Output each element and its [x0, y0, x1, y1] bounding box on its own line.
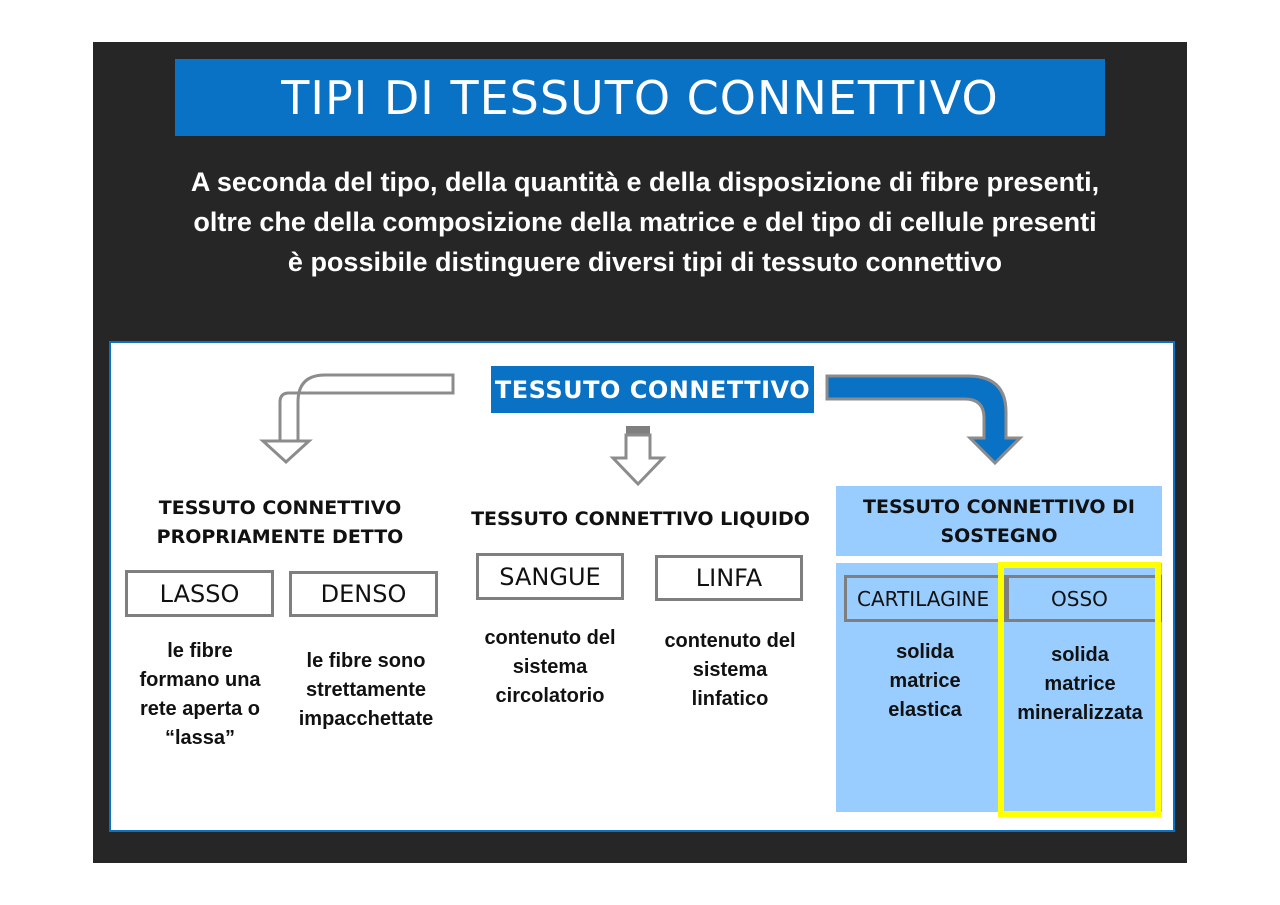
- heading-support: [836, 493, 1162, 551]
- desc-denso: [283, 647, 449, 734]
- desc-linfa: [647, 627, 813, 714]
- heading-liquid: [468, 505, 813, 534]
- heading-liquid-line: TESSUTO CONNETTIVO LIQUIDO: [471, 508, 810, 530]
- desc-line: sistema: [512, 656, 588, 678]
- desc-line: circolatorio: [495, 685, 605, 707]
- subtitle-line: A seconda del tipo, della quantità e della disposizione di fibre presenti,: [190, 167, 1100, 197]
- desc-line: strettamente: [305, 679, 427, 701]
- arrow-right-icon: [827, 376, 1020, 463]
- desc-line: rete aperta o: [139, 698, 261, 720]
- box-denso: [289, 571, 438, 617]
- heading-support-line: TESSUTO CONNETTIVO DI: [863, 496, 1135, 518]
- desc-sangue: [468, 624, 632, 711]
- desc-line: “lassa”: [164, 727, 236, 749]
- subtitle-line: oltre che della composizione della matrice e del tipo di cellule presenti: [193, 207, 1097, 237]
- box-osso-label: OSSO: [1051, 586, 1108, 611]
- desc-line: elastica: [888, 699, 962, 721]
- heading-proper: [135, 494, 425, 552]
- heading-proper-line: PROPRIAMENTE DETTO: [156, 526, 404, 548]
- desc-lasso: [118, 637, 282, 753]
- desc-line: solida: [1051, 644, 1109, 666]
- box-lasso-label: LASSO: [159, 579, 240, 608]
- slide-title-text: TIPI DI TESSUTO CONNETTIVO: [281, 70, 999, 125]
- desc-line: impacchettate: [298, 708, 434, 730]
- desc-line: mineralizzata: [1017, 702, 1143, 724]
- heading-support-line: SOSTEGNO: [940, 525, 1058, 547]
- box-linfa: [655, 555, 803, 601]
- box-sangue-label: SANGUE: [499, 562, 601, 591]
- box-lasso: [125, 570, 274, 617]
- desc-line: matrice: [889, 670, 961, 692]
- desc-line: solida: [896, 641, 954, 663]
- desc-line: le fibre: [167, 640, 233, 662]
- osso-highlight-frame: [998, 562, 1161, 817]
- desc-line: contenuto del: [664, 630, 796, 652]
- desc-line: matrice: [1044, 673, 1116, 695]
- desc-line: contenuto del: [484, 627, 616, 649]
- desc-line: sistema: [692, 659, 768, 681]
- desc-line: linfatico: [691, 688, 769, 710]
- desc-line: le fibre sono: [306, 650, 426, 672]
- arrow-middle-icon: [613, 435, 663, 484]
- subtitle-line: è possibile distinguere diversi tipi di tessuto connettivo: [287, 247, 1003, 277]
- arrow-left-icon: [263, 375, 453, 462]
- root-node-label: TESSUTO CONNETTIVO: [494, 375, 811, 404]
- desc-cartilagine: [846, 638, 1004, 725]
- box-sangue: [476, 553, 624, 600]
- box-linfa-label: LINFA: [695, 564, 763, 592]
- desc-line: formano una: [139, 669, 261, 691]
- box-denso-label: DENSO: [320, 580, 407, 608]
- heading-proper-line: TESSUTO CONNETTIVO: [158, 497, 402, 519]
- box-cartilagine: [844, 575, 1006, 622]
- root-node: [491, 366, 814, 413]
- box-cartilagine-label: CARTILAGINE: [857, 586, 990, 611]
